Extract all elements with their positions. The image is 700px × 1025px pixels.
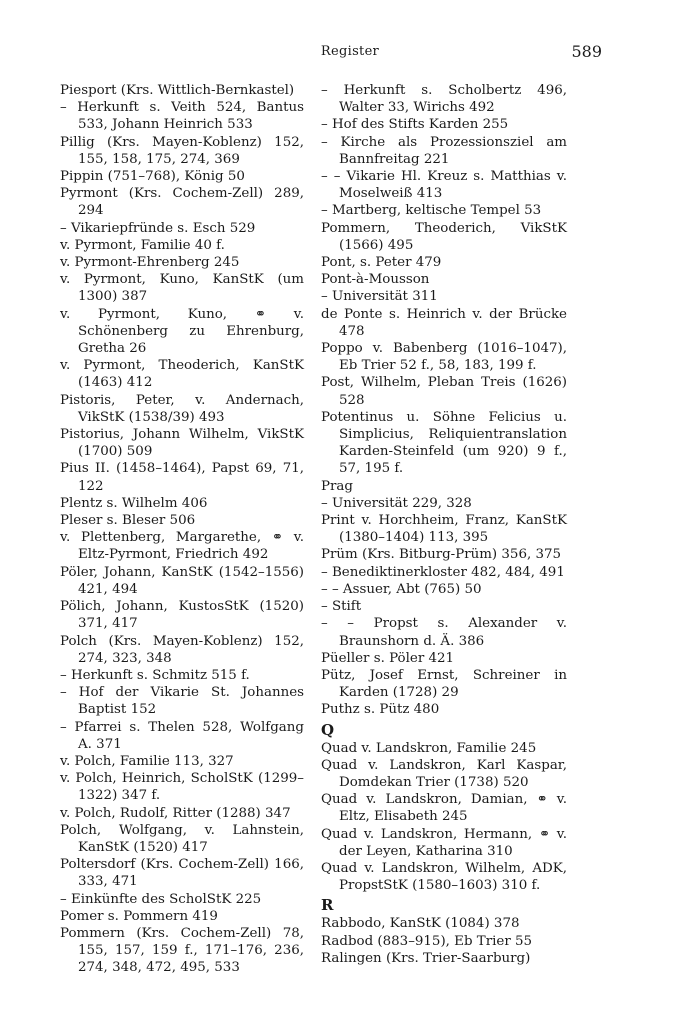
index-entry: Ralingen (Krs. Trier-Saarburg) (321, 950, 531, 966)
section-letter-q: Q (321, 720, 335, 739)
index-entry: Print v. Horchheim, Franz, KanStK (1380–1404) 113, 395 (321, 513, 567, 546)
index-entry: v. Pyrmont, Theoderich, KanStK (1463) 412 (60, 358, 304, 391)
index-entry: – – Assuer, Abt (765) 50 (321, 581, 482, 597)
index-entry: – Herkunft s. Veith 524, Bantus 533, Johann Heinrich 533 (60, 100, 304, 133)
index-entry: Pius II. (1458–1464), Papst 69, 71, 122 (60, 461, 304, 494)
index-entry: – Herkunft s. Scholbertz 496, Walter 33, Wirichs 492 (321, 83, 567, 116)
index-column-left (60, 82, 304, 977)
index-entry: Pommern, Theoderich, VikStK (1566) 495 (321, 220, 567, 253)
index-entry: Plentz s. Wilhelm 406 (60, 495, 208, 511)
index-entry: Puthz s. Pütz 480 (321, 702, 440, 718)
index-entry: Quad v. Landskron, Hermann, ⚭ v. der Leyen, Katharina 310 (321, 826, 567, 859)
index-entry: Piesport (Krs. Wittlich-Bernkastel) (60, 83, 295, 98)
index-entry: Polch, Wolfgang, v. Lahnstein, KanStK (1520) 417 (60, 822, 304, 855)
index-entry: Pleser s. Bleser 506 (60, 513, 196, 529)
running-header: Register (320, 44, 380, 59)
index-entry: Pistoris, Peter, v. Andernach, VikStK (1538/39) 493 (60, 392, 304, 425)
index-entry: v. Polch, Familie 113, 327 (60, 753, 234, 769)
index-entry: Pommern (Krs. Cochem-Zell) 78, 155, 157, 159 f., 171–176, 236, 274, 348, 472, 495, 533 (60, 925, 304, 976)
index-column-right (321, 82, 567, 967)
index-entry: Potentinus u. Söhne Felicius u. Simplicius, Reliquientranslation Karden-Steinfeld (um 920) 9 f., 57, 195 f. (321, 409, 567, 477)
index-entry: Pont, s. Peter 479 (321, 255, 442, 271)
index-entry: v. Pyrmont-Ehrenberg 245 (60, 255, 240, 271)
index-entry: – Martberg, keltische Tempel 53 (321, 203, 542, 219)
index-entry: v. Pyrmont, Familie 40 f. (60, 237, 225, 253)
index-entry: – – Propst s. Alexander v. Braunshorn d. Ä. 386 (321, 616, 567, 649)
index-entry: Radbod (883–915), Eb Trier 55 (321, 933, 533, 949)
page-number: 589 (571, 42, 602, 61)
index-entry: Pont-à-Mousson (321, 272, 430, 288)
index-entry: Pyrmont (Krs. Cochem-Zell) 289, 294 (60, 186, 304, 219)
index-entry: Pöler, Johann, KanStK (1542–1556) 421, 494 (60, 564, 304, 597)
index-entry: Pistorius, Johann Wilhelm, VikStK (1700) 509 (60, 427, 304, 460)
index-entry: Quad v. Landskron, Wilhelm, ADK, PropstStK (1580–1603) 310 f. (321, 860, 567, 894)
index-entry: – Vikariepfründe s. Esch 529 (60, 220, 256, 236)
index-entry: Prag (321, 478, 353, 494)
index-entry: Post, Wilhelm, Pleban Treis (1626) 528 (321, 375, 567, 408)
index-entry: – Universität 229, 328 (321, 495, 472, 511)
index-entry: Poltersdorf (Krs. Cochem-Zell) 166, 333, 471 (60, 857, 304, 890)
index-entry: – Einkünfte des ScholStK 225 (60, 891, 262, 907)
index-entry: v. Polch, Heinrich, ScholStK (1299–1322) 347 f. (60, 771, 304, 804)
index-entry: v. Pyrmont, Kuno, KanStK (um 1300) 387 (60, 272, 304, 305)
index-entry: Quad v. Landskron, Damian, ⚭ v. Eltz, Elisabeth 245 (321, 792, 567, 825)
index-entry: Quad v. Landskron, Karl Kaspar, Domdekan Trier (1738) 520 (321, 757, 567, 790)
index-entry: – Herkunft s. Schmitz 515 f. (60, 667, 250, 683)
index-entry: v. Polch, Rudolf, Ritter (1288) 347 (60, 805, 291, 821)
index-entry: Quad v. Landskron, Familie 245 (321, 740, 537, 756)
index-entry: – Pfarrei s. Thelen 528, Wolfgang A. 371 (60, 719, 304, 752)
index-entry: – Stift (321, 599, 362, 615)
index-entry: Polch (Krs. Mayen-Koblenz) 152, 274, 323, 348 (60, 633, 304, 666)
index-entry: v. Plettenberg, Margarethe, ⚭ v. Eltz-Pyrmont, Friedrich 492 (60, 530, 304, 563)
index-entry: Pölich, Johann, KustosStK (1520) 371, 417 (60, 599, 304, 632)
index-entry: – Hof der Vikarie St. Johannes Baptist 152 (60, 685, 304, 718)
index-entry: de Ponte s. Heinrich v. der Brücke 478 (321, 306, 567, 339)
index-entry: Pütz, Josef Ernst, Schreiner in Karden (1728) 29 (321, 667, 567, 701)
index-entry: Prüm (Krs. Bitburg-Prüm) 356, 375 (321, 547, 562, 563)
index-entry: – Benediktinerkloster 482, 484, 491 (321, 564, 565, 580)
index-entry: – – Vikarie Hl. Kreuz s. Matthias v. Moselweiß 413 (321, 169, 567, 202)
index-entry: – Hof des Stifts Karden 255 (321, 117, 509, 133)
index-entry: Pillig (Krs. Mayen-Koblenz) 152, 155, 158, 175, 274, 369 (60, 134, 304, 167)
section-letter-r: R (321, 896, 334, 915)
index-entry: Rabbodo, KanStK (1084) 378 (321, 916, 520, 932)
index-entry: v. Pyrmont, Kuno, ⚭ v. Schönenberg zu Ehrenburg, Gretha 26 (60, 306, 304, 357)
index-entry: Pippin (751–768), König 50 (60, 169, 245, 185)
index-entry: Püeller s. Pöler 421 (321, 650, 455, 666)
index-entry: – Universität 311 (321, 289, 438, 305)
index-entry: Poppo v. Babenberg (1016–1047), Eb Trier 52 f., 58, 183, 199 f. (321, 341, 567, 374)
index-entry: Pomer s. Pommern 419 (60, 908, 218, 924)
index-entry: – Kirche als Prozessionsziel am Bannfreitag 221 (321, 134, 567, 167)
